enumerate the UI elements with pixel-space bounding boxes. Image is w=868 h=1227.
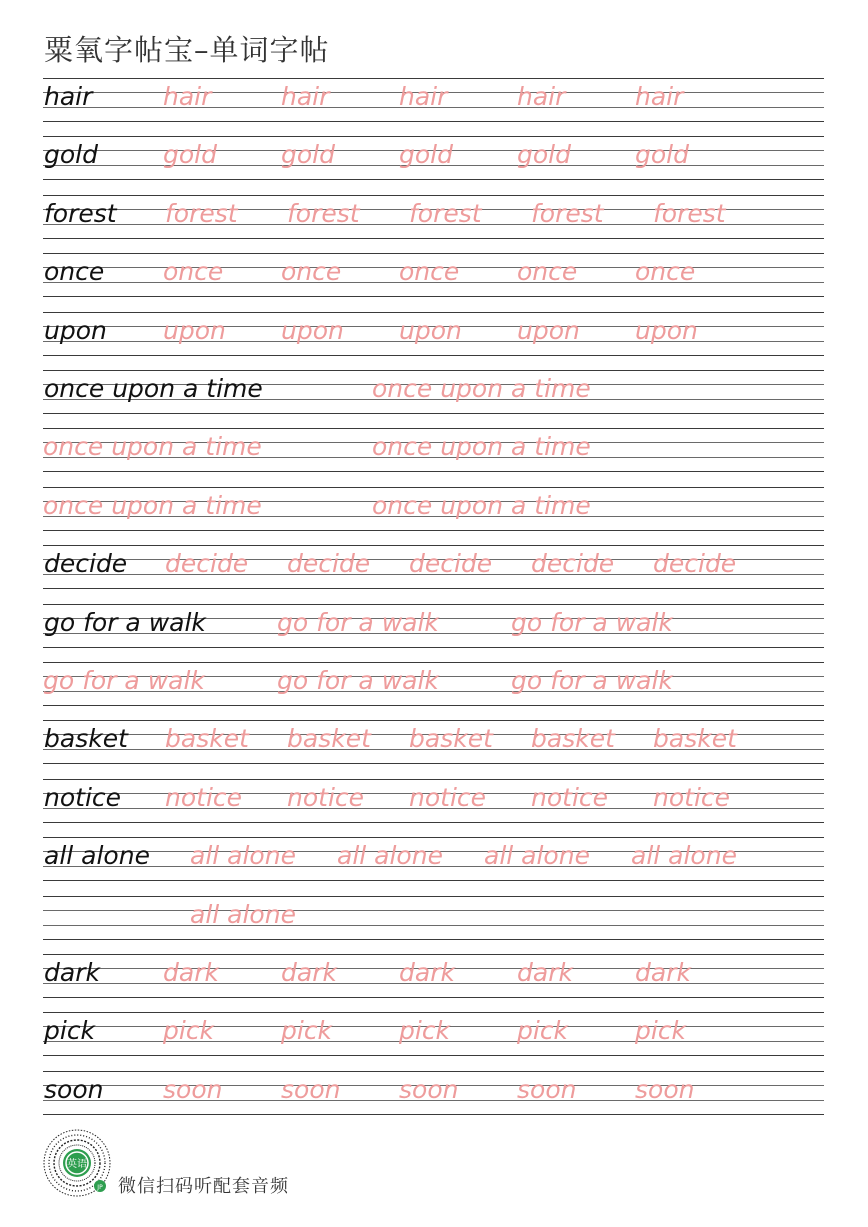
trace-word: gold [399, 140, 453, 169]
copybook-row [43, 136, 824, 179]
trace-word: basket [287, 724, 371, 753]
guide-line [43, 428, 824, 429]
trace-word: basket [165, 724, 249, 753]
copybook-row [43, 312, 824, 355]
guide-line [43, 588, 824, 589]
trace-word: once [281, 257, 342, 286]
copybook-row [43, 779, 824, 822]
copybook-row [43, 896, 824, 939]
trace-word: once upon a time [43, 432, 262, 461]
trace-word: basket [653, 724, 737, 753]
guide-line [43, 822, 824, 823]
model-word: all alone [44, 841, 150, 870]
page-title: 粟氧字帖宝–单词字帖 [44, 33, 330, 67]
trace-word: forest [653, 199, 726, 228]
model-word: gold [44, 140, 98, 169]
copybook-row [43, 195, 824, 238]
model-word: dark [44, 958, 100, 987]
trace-word: gold [281, 140, 335, 169]
trace-word: forest [531, 199, 604, 228]
trace-word: decide [287, 549, 371, 578]
trace-word: once [163, 257, 224, 286]
guide-line [43, 253, 824, 254]
model-word: forest [44, 199, 117, 228]
trace-word: soon [399, 1075, 459, 1104]
trace-word: soon [635, 1075, 695, 1104]
trace-word: forest [409, 199, 482, 228]
model-word: notice [44, 783, 122, 812]
trace-word: upon [399, 316, 462, 345]
trace-word: once upon a time [43, 491, 262, 520]
trace-word: forest [287, 199, 360, 228]
model-word: soon [44, 1075, 104, 1104]
trace-word: upon [163, 316, 226, 345]
trace-word: gold [163, 140, 217, 169]
model-word: once [44, 257, 105, 286]
trace-word: hair [399, 82, 448, 111]
model-word: decide [44, 549, 128, 578]
guide-line [43, 238, 824, 239]
guide-line [43, 136, 824, 137]
guide-line [43, 837, 824, 838]
trace-word: notice [531, 783, 609, 812]
trace-word: soon [517, 1075, 577, 1104]
trace-word: upon [635, 316, 698, 345]
copybook-row [43, 837, 824, 880]
guide-line [43, 896, 824, 897]
trace-word: forest [165, 199, 238, 228]
copybook-row [43, 370, 824, 413]
guide-line [43, 910, 824, 911]
guide-line [43, 1055, 824, 1056]
trace-word: dark [163, 958, 219, 987]
guide-line [43, 662, 824, 663]
trace-word: go for a walk [511, 608, 673, 637]
guide-line [43, 647, 824, 648]
trace-word: dark [281, 958, 337, 987]
guide-line [43, 997, 824, 998]
trace-word: soon [281, 1075, 341, 1104]
copybook-row [43, 604, 824, 647]
guide-line [43, 78, 824, 79]
trace-word: dark [517, 958, 573, 987]
trace-word: once [517, 257, 578, 286]
guide-line [43, 1114, 824, 1115]
qr-badge-small: JP [97, 1184, 103, 1191]
trace-word: soon [163, 1075, 223, 1104]
trace-word: notice [409, 783, 487, 812]
guide-line [43, 779, 824, 780]
trace-word: gold [635, 140, 689, 169]
guide-line [43, 954, 824, 955]
trace-word: go for a walk [277, 608, 439, 637]
trace-word: all alone [337, 841, 443, 870]
trace-word: pick [635, 1016, 687, 1045]
trace-word: dark [399, 958, 455, 987]
guide-line [43, 939, 824, 940]
trace-word: upon [281, 316, 344, 345]
model-word: once upon a time [44, 374, 263, 403]
trace-word: once upon a time [372, 374, 591, 403]
guide-line [43, 296, 824, 297]
trace-word: hair [635, 82, 684, 111]
guide-line [43, 705, 824, 706]
guide-line [43, 604, 824, 605]
copybook-row [43, 487, 824, 530]
trace-word: once upon a time [372, 491, 591, 520]
guide-line [43, 370, 824, 371]
trace-word: basket [409, 724, 493, 753]
model-word: pick [44, 1016, 96, 1045]
model-word: go for a walk [44, 608, 206, 637]
trace-word: hair [517, 82, 566, 111]
trace-word: once [399, 257, 460, 286]
guide-line [43, 487, 824, 488]
copybook-row [43, 954, 824, 997]
guide-line [43, 925, 824, 926]
guide-line [43, 413, 824, 414]
qr-badge-label: 英语 [67, 1159, 87, 1170]
guide-line [43, 121, 824, 122]
trace-word: pick [399, 1016, 451, 1045]
copybook-row [43, 662, 824, 705]
trace-word: notice [653, 783, 731, 812]
trace-word: upon [517, 316, 580, 345]
guide-line [43, 763, 824, 764]
trace-word: decide [653, 549, 737, 578]
copybook-row [43, 78, 824, 121]
guide-line [43, 179, 824, 180]
trace-word: pick [281, 1016, 333, 1045]
copybook-row [43, 1012, 824, 1055]
guide-line [43, 355, 824, 356]
audio-hint: 微信扫码听配套音频 [118, 1176, 289, 1197]
trace-word: once [635, 257, 696, 286]
trace-word: decide [165, 549, 249, 578]
model-word: basket [44, 724, 128, 753]
trace-word: decide [531, 549, 615, 578]
trace-word: hair [281, 82, 330, 111]
guide-line [43, 312, 824, 313]
trace-word: basket [531, 724, 615, 753]
trace-word: notice [165, 783, 243, 812]
trace-word: hair [163, 82, 212, 111]
copybook-row [43, 253, 824, 296]
guide-line [43, 1071, 824, 1072]
trace-word: go for a walk [277, 666, 439, 695]
trace-word: decide [409, 549, 493, 578]
guide-line [43, 195, 824, 196]
trace-word: notice [287, 783, 365, 812]
guide-line [43, 720, 824, 721]
copybook-row [43, 545, 824, 588]
trace-word: pick [163, 1016, 215, 1045]
trace-word: all alone [190, 900, 296, 929]
guide-line [43, 471, 824, 472]
trace-word: all alone [484, 841, 590, 870]
guide-line [43, 530, 824, 531]
copybook-row [43, 1071, 824, 1114]
guide-line [43, 545, 824, 546]
copybook-row [43, 428, 824, 471]
trace-word: gold [517, 140, 571, 169]
trace-word: all alone [190, 841, 296, 870]
copybook-row [43, 720, 824, 763]
trace-word: once upon a time [372, 432, 591, 461]
guide-line [43, 1012, 824, 1013]
trace-word: all alone [631, 841, 737, 870]
model-word: hair [44, 82, 93, 111]
trace-word: pick [517, 1016, 569, 1045]
trace-word: go for a walk [511, 666, 673, 695]
guide-line [43, 880, 824, 881]
trace-word: dark [635, 958, 691, 987]
model-word: upon [44, 316, 107, 345]
trace-word: go for a walk [43, 666, 205, 695]
qr-code [42, 1128, 112, 1198]
